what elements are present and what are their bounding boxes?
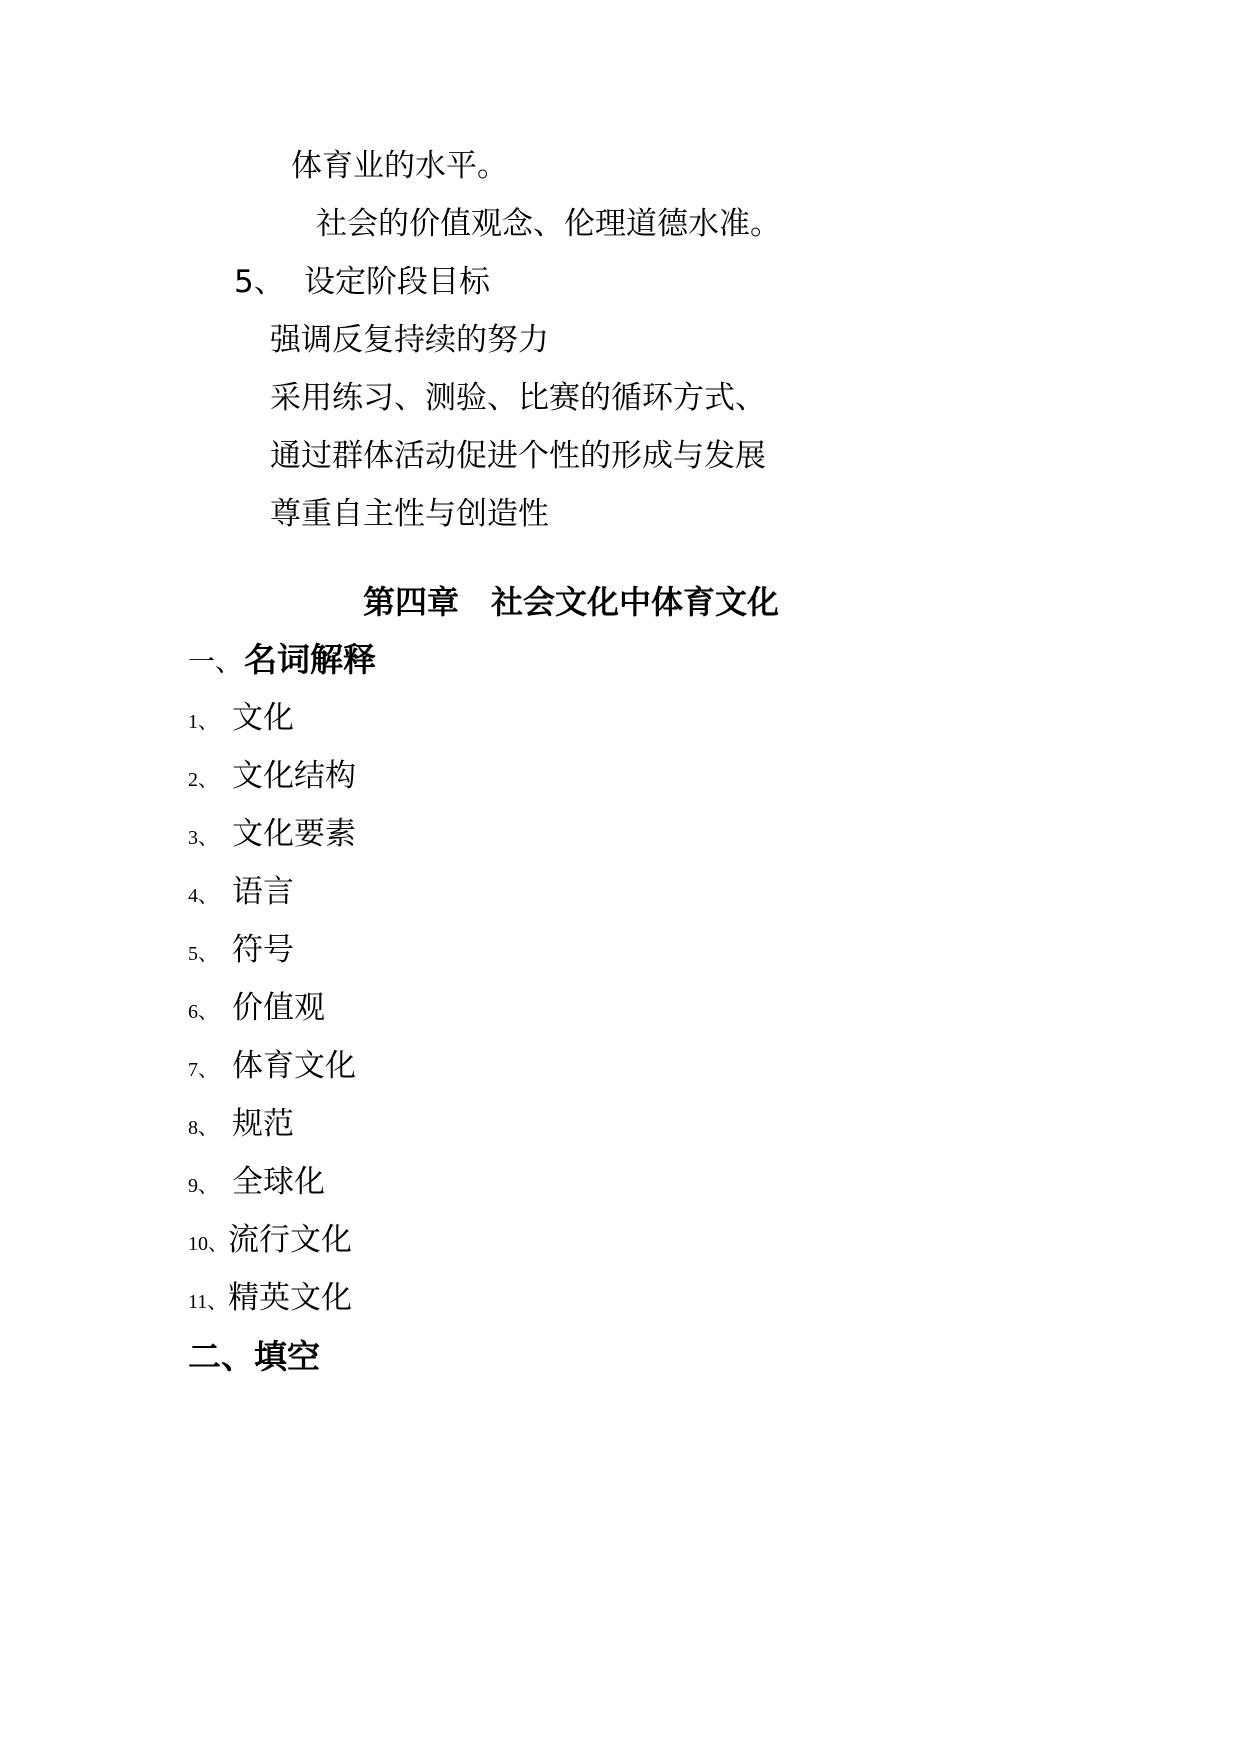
term-number: 5、: [188, 943, 218, 965]
term-number: 6、: [188, 1001, 218, 1023]
term-text: 符号: [232, 932, 294, 968]
chapter-title: 第四章 社会文化中体育文化: [363, 583, 780, 621]
text-line: 体育业的水平。: [291, 148, 508, 184]
section-number: 一、: [188, 647, 242, 678]
term-number: 3、: [188, 827, 218, 849]
text-line: 通过群体活动促进个性的形成与发展: [270, 438, 766, 474]
term-text: 规范: [232, 1106, 294, 1142]
term-item: [188, 988, 325, 1032]
term-text: 语言: [232, 874, 294, 910]
section-heading: [188, 640, 376, 683]
term-text: 体育文化: [232, 1048, 356, 1084]
term-text: 精英文化: [228, 1280, 352, 1316]
term-text: 全球化: [232, 1164, 325, 1200]
list-item: [234, 262, 490, 302]
term-text: 价值观: [232, 990, 325, 1026]
text-line: 强调反复持续的努力: [270, 322, 549, 358]
term-item: [188, 872, 294, 916]
term-number: 8、: [188, 1117, 218, 1139]
item-text: 设定阶段目标: [304, 264, 490, 300]
term-number: 9、: [188, 1175, 218, 1197]
term-number: 1、: [188, 711, 218, 733]
term-number: 11、: [188, 1291, 228, 1313]
term-item: [188, 698, 294, 742]
term-number: 10、: [188, 1233, 228, 1255]
term-text: 文化结构: [232, 758, 356, 794]
text-line: 尊重自主性与创造性: [270, 496, 549, 532]
term-item: [188, 1278, 352, 1322]
text-line: 采用练习、测验、比赛的循环方式、: [270, 380, 766, 416]
term-item: [188, 930, 294, 974]
term-number: 4、: [188, 885, 218, 907]
item-number: 5、: [234, 264, 285, 300]
term-item: [188, 1046, 356, 1090]
term-item: [188, 756, 356, 800]
term-number: 7、: [188, 1059, 218, 1081]
term-item: [188, 1220, 352, 1264]
term-text: 流行文化: [228, 1222, 352, 1258]
term-item: [188, 1162, 325, 1206]
term-text: 文化: [232, 700, 294, 736]
section-heading-text: 名词解释: [244, 640, 376, 679]
text-line: 社会的价值观念、伦理道德水准。: [316, 206, 781, 242]
term-item: [188, 814, 356, 858]
term-text: 文化要素: [232, 816, 356, 852]
term-item: [188, 1104, 294, 1148]
section-heading: 二、填空: [188, 1337, 320, 1376]
term-number: 2、: [188, 769, 218, 791]
